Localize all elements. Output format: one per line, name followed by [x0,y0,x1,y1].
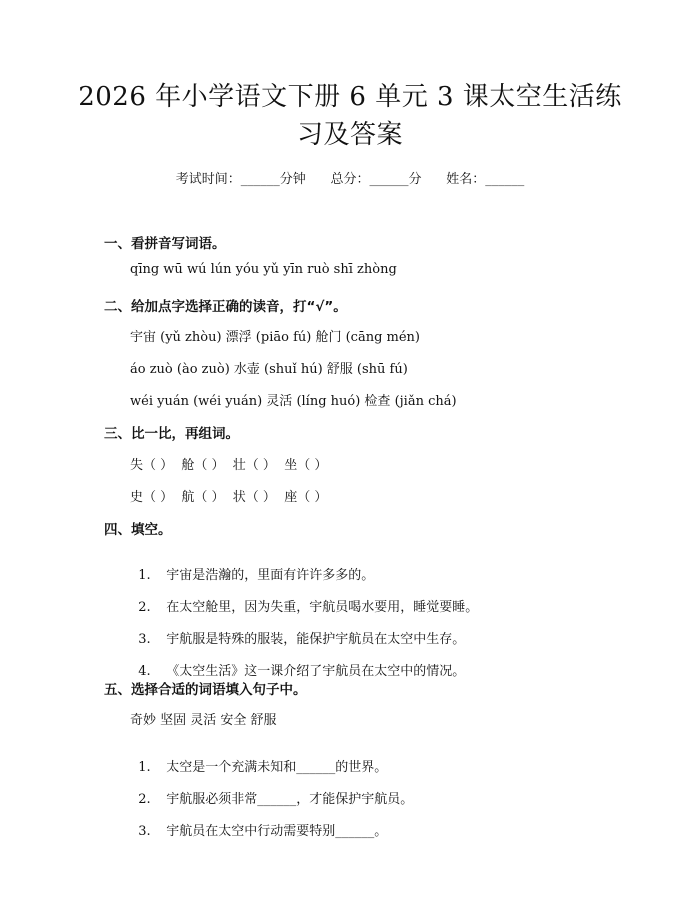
title-line-1: 2026 年小学语文下册 6 单元 3 课太空生活练 [78,82,622,112]
fill-item-2 [130,581,478,615]
item-text: 《太空生活》这一课介绍了宇航员在太空中的情况。 [166,664,466,679]
section-2-heading: 二、给加点字选择正确的读音，打“√”。 [104,299,347,315]
choice-item-2 [130,773,413,807]
page-title [0,78,700,154]
reading-row-2: áo zuò (ào zuò) 水壶 (shuǐ hú) 舒服 (shū fú) [130,362,408,377]
reading-row-1: 宇宙 (yǔ zhòu) 漂浮 (piāo fú) 舱门 (cāng mén) [130,330,420,345]
pinyin-row: qīng wū wú lún yóu yǔ yīn ruò shī zhòng [130,262,397,277]
item-number: 2. [138,600,151,615]
fill-item-3 [130,613,465,647]
item-number: 3. [138,824,151,839]
fill-item-1 [130,549,374,583]
section-1-heading: 一、看拼音写词语。 [104,236,226,252]
item-text: 太空是一个充满未知和______的世界。 [166,760,388,775]
item-number: 4. [138,664,151,679]
item-number: 2. [138,792,151,807]
fill-item-4 [130,645,465,679]
item-text: 在太空舱里，因为失重，宇航员喝水要用，睡觉要睡。 [166,600,479,615]
word-bank: 奇妙 坚固 灵活 安全 舒服 [130,713,277,728]
compare-row-2: 史（ ） 航（ ） 状（ ） 座（ ） [130,490,328,505]
item-text: 宇航服是特殊的服装，能保护宇航员在太空中生存。 [166,632,466,647]
item-number: 1. [138,568,151,583]
section-3-heading: 三、比一比，再组词。 [104,426,239,442]
choice-item-3 [130,805,387,839]
section-4-heading: 四、填空。 [104,522,172,538]
compare-row-1: 失（ ） 舱（ ） 壮（ ） 坐（ ） [130,458,328,473]
title-line-2: 习及答案 [296,120,403,150]
section-5-heading: 五、选择合适的词语填入句子中。 [104,682,307,698]
item-text: 宇宙是浩瀚的，里面有许许多多的。 [166,568,375,583]
reading-row-3: wéi yuán (wéi yuán) 灵活 (líng huó) 检查 (jiǎn chá) [130,394,457,409]
item-number: 1. [138,760,151,775]
choice-item-1 [130,741,387,775]
item-text: 宇航员在太空中行动需要特别______。 [166,824,388,839]
item-number: 3. [138,632,151,647]
exam-info: 考试时间：______分钟 总分：______分 姓名：______ [175,172,525,187]
item-text: 宇航服必须非常______，才能保护宇航员。 [166,792,414,807]
